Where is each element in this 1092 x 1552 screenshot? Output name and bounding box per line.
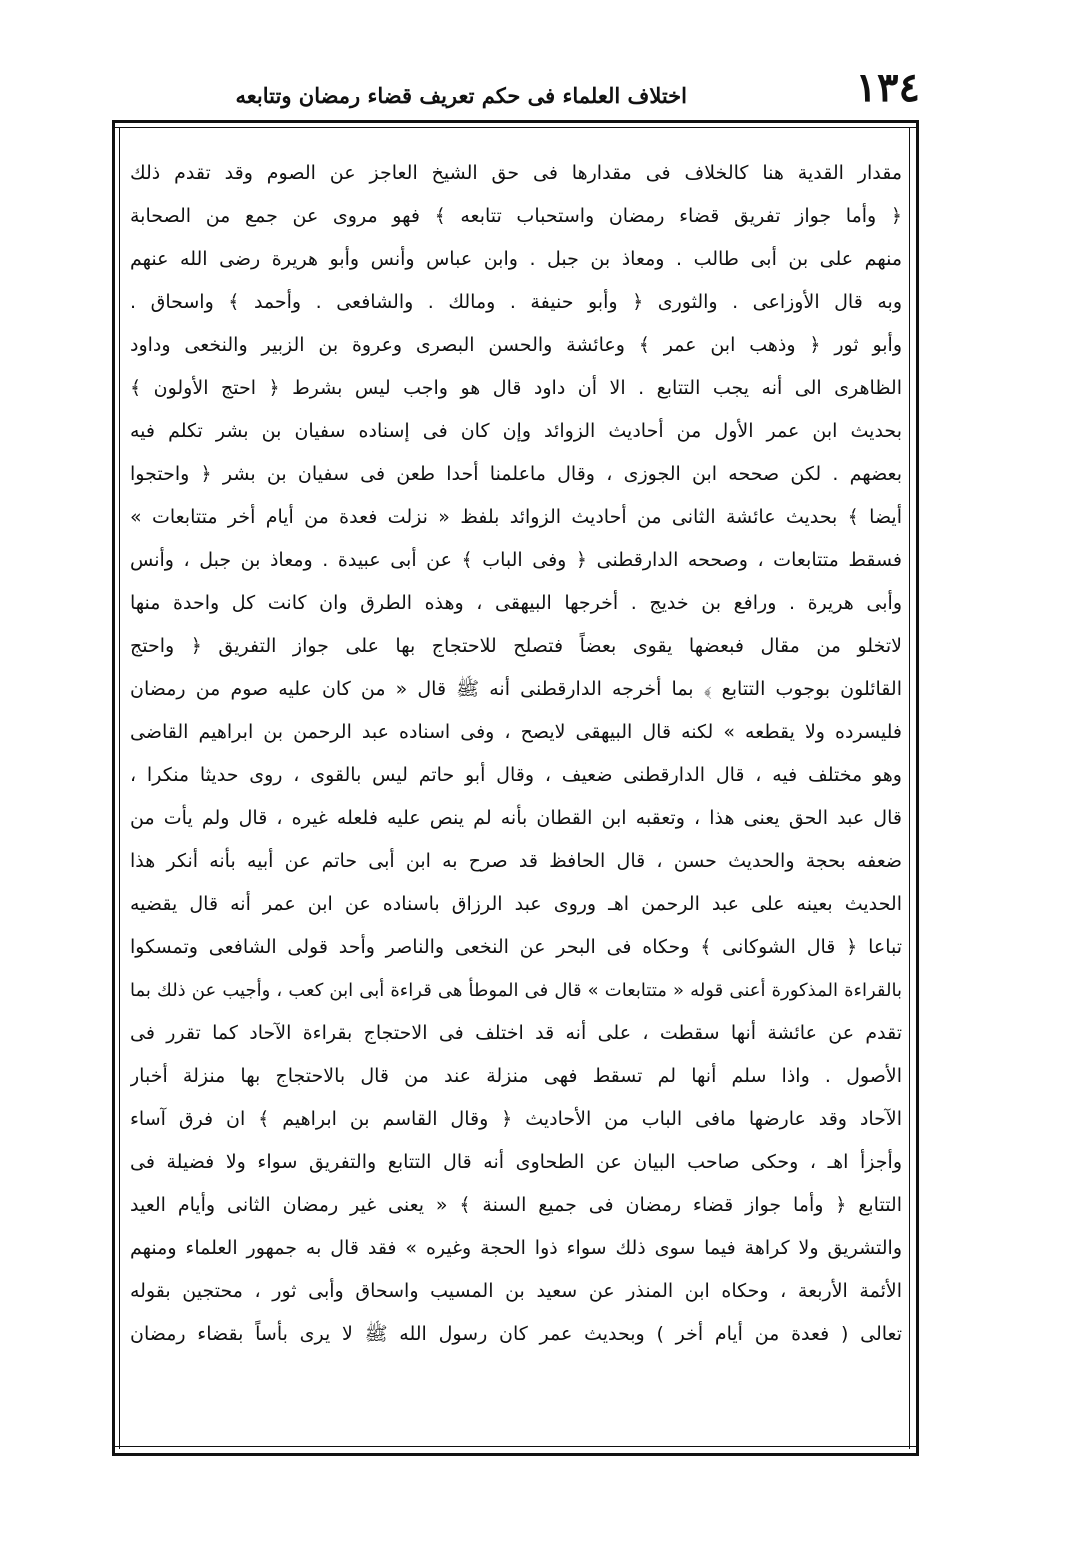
text-line-9: أيضا ﴾ بحديث عائشة الثانى من أحاديث الزوائد بلفظ « نزلت فعدة من أيام أخر متتابعات »: [130, 506, 902, 528]
text-line-20: بالقراءة المذكورة أعنى قوله « متتابعات » قال فى الموطأ هى قراءة أبى ابن كعب ، وأجيب عن ذلك بما: [130, 980, 902, 1001]
text-line-26: والتشريق ولا كراهة فيما سوى ذلك سواء ذوا الحجة وغيره » فقد قال به جمهور العلماء ومنهم: [130, 1237, 902, 1259]
frame-border-left-inner: [119, 127, 120, 1449]
text-line-3: منهم على بن أبى طالب . ومعاذ بن جبل . وابن عباس وأنس وأبو هريرة رضى الله عنهم: [130, 248, 902, 270]
text-line-10: فسقط متتابعات ، وصححه الدارقطنى ﴿ وفى الباب ﴾ عن أبى عبيدة . ومعاذ بن جبل ، وأنس: [130, 549, 902, 571]
text-line-15: وهو مختلف فيه ، قال الدارقطنى ضعيف ، وقال أبو حاتم ليس بالقوى ، روى حديثا منكرا ،: [130, 764, 902, 786]
text-line-25: التتابع ﴿ وأما جواز قضاء رمضان فى جميع السنة ﴾ « يعنى غير رمضان الثانى وأيام العيد: [130, 1194, 902, 1216]
text-line-18: الحديث بعينه على عبد الرحمن اهـ وروى عبد الرزاق باسناده عن ابن عمر أنه قال يقضيه: [130, 893, 902, 915]
text-line-24: وأجزأ اهـ ، وحكى صاحب البيان عن الطحاوى أنه قال التتابع والتفريق سواء ولا فضيلة فى: [130, 1151, 902, 1173]
frame-border-bottom-inner: [112, 1446, 919, 1447]
text-line-21: تقدم عن عائشة أنها سقطت ، على أنه قد اختلف فى الاحتجاج بقراءة الآحاد كما تقرر فى: [130, 1022, 902, 1044]
text-line-23: الآحاد وقد عارضها مافى الباب من الأحاديث ﴿ وقال القاسم بن ابراهيم ﴾ ان فرق آساء: [130, 1108, 902, 1130]
text-line-8: بعضهم . لكن صححه ابن الجوزى ، وقال ماعلمنا أحدا طعن فى سفيان بن بشر ﴿ واحتجوا: [130, 463, 902, 485]
text-line-19: تباعا ﴿ قال الشوكانى ﴾ وحكاه فى البحر عن النخعى والناصر وأحد قولى الشافعى وتمسكوا: [130, 936, 902, 958]
text-line-14: فليسرده ولا يقطعه » لكنه قال البيهقى لايصح ، وفى اسناده عبد الرحمن بن ابراهيم القاضى: [130, 721, 902, 743]
text-line-1: مقدار القدية هنا كالخلاف فى مقدارها فى حق الشيخ العاجز عن الصوم وقد تقدم ذلك: [130, 162, 902, 184]
frame-border-bottom-outer: [112, 1453, 919, 1456]
frame-border-right-outer: [916, 120, 919, 1456]
text-line-2: ﴿ وأما جواز تفريق قضاء رمضان واستحباب تتابعه ﴾ فهو مروى عن جمع من الصحابة: [130, 205, 902, 227]
text-line-5: وأبو ثور ﴿ وذهب ابن عمر ﴾ وعائشة والحسن البصرى وعروة بن الزبير والنخعى وداود: [130, 334, 902, 356]
text-line-13: القائلون بوجوب التتابع ﴾ بما أخرجه الدارقطنى أنه ﷺ قال « من كان عليه صوم من رمضان: [130, 678, 902, 700]
frame-border-top-inner: [112, 127, 919, 128]
text-line-4: وبه قال الأوزاعى . والثورى ﴿ وأبو حنيفة . ومالك . والشافعى . وأحمد ﴾ واسحاق .: [130, 291, 902, 313]
running-title: اختلاف العلماء فى حكم تعريف قضاء رمضان وتتابعه: [235, 83, 687, 108]
text-line-22: الأصول . واذا سلم أنها لم تسقط فهى منزلة عند من قال بالاحتجاج بها منزلة أخبار: [130, 1065, 902, 1087]
text-line-17: ضعفه بحجة والحديث حسن ، قال الحافظ قد صرح به ابن أبى حاتم عن أبيه بأنه أنكر هذا: [130, 850, 902, 872]
body-text: [130, 152, 902, 1442]
text-line-28: تعالى ( فعدة من أيام أخر ) وبحديث عمر كان رسول الله ﷺ لا يرى بأساً بقضاء رمضان: [130, 1323, 902, 1345]
frame-border-right-inner: [909, 127, 910, 1449]
text-line-12: لاتخلو من مقال فبعضها يقوى بعضاً فتصلح للاحتجاج بها على جواز التفريق ﴿ واحتج: [130, 635, 902, 657]
frame-border-left-outer: [112, 120, 115, 1456]
page-number: ١٣٤: [855, 64, 920, 111]
text-line-27: الأئمة الأربعة ، وحكاه ابن المنذر عن سعيد بن المسيب واسحاق وأبى ثور ، محتجين بقوله: [130, 1280, 902, 1302]
text-line-7: بحديث ابن عمر الأول من أحاديث الزوائد وإن كان فى إسناده سفيان بن بشر تكلم فيه: [130, 420, 902, 442]
text-line-16: قال عبد الحق يعنى هذا ، وتعقبه ابن القطان بأنه لم ينص عليه فلعله غيره ، قال ولم يأت من: [130, 807, 902, 829]
text-line-6: الظاهرى الى أنه يجب التتابع . الا أن داود قال هو واجب ليس بشرط ﴿ احتج الأولون ﴾: [130, 377, 902, 399]
frame-border-top-outer: [112, 120, 919, 123]
text-line-11: وأبى هريرة . ورافع بن خديج . أخرجها البيهقى ، وهذه الطرق وان كانت كل واحدة منها: [130, 592, 902, 614]
